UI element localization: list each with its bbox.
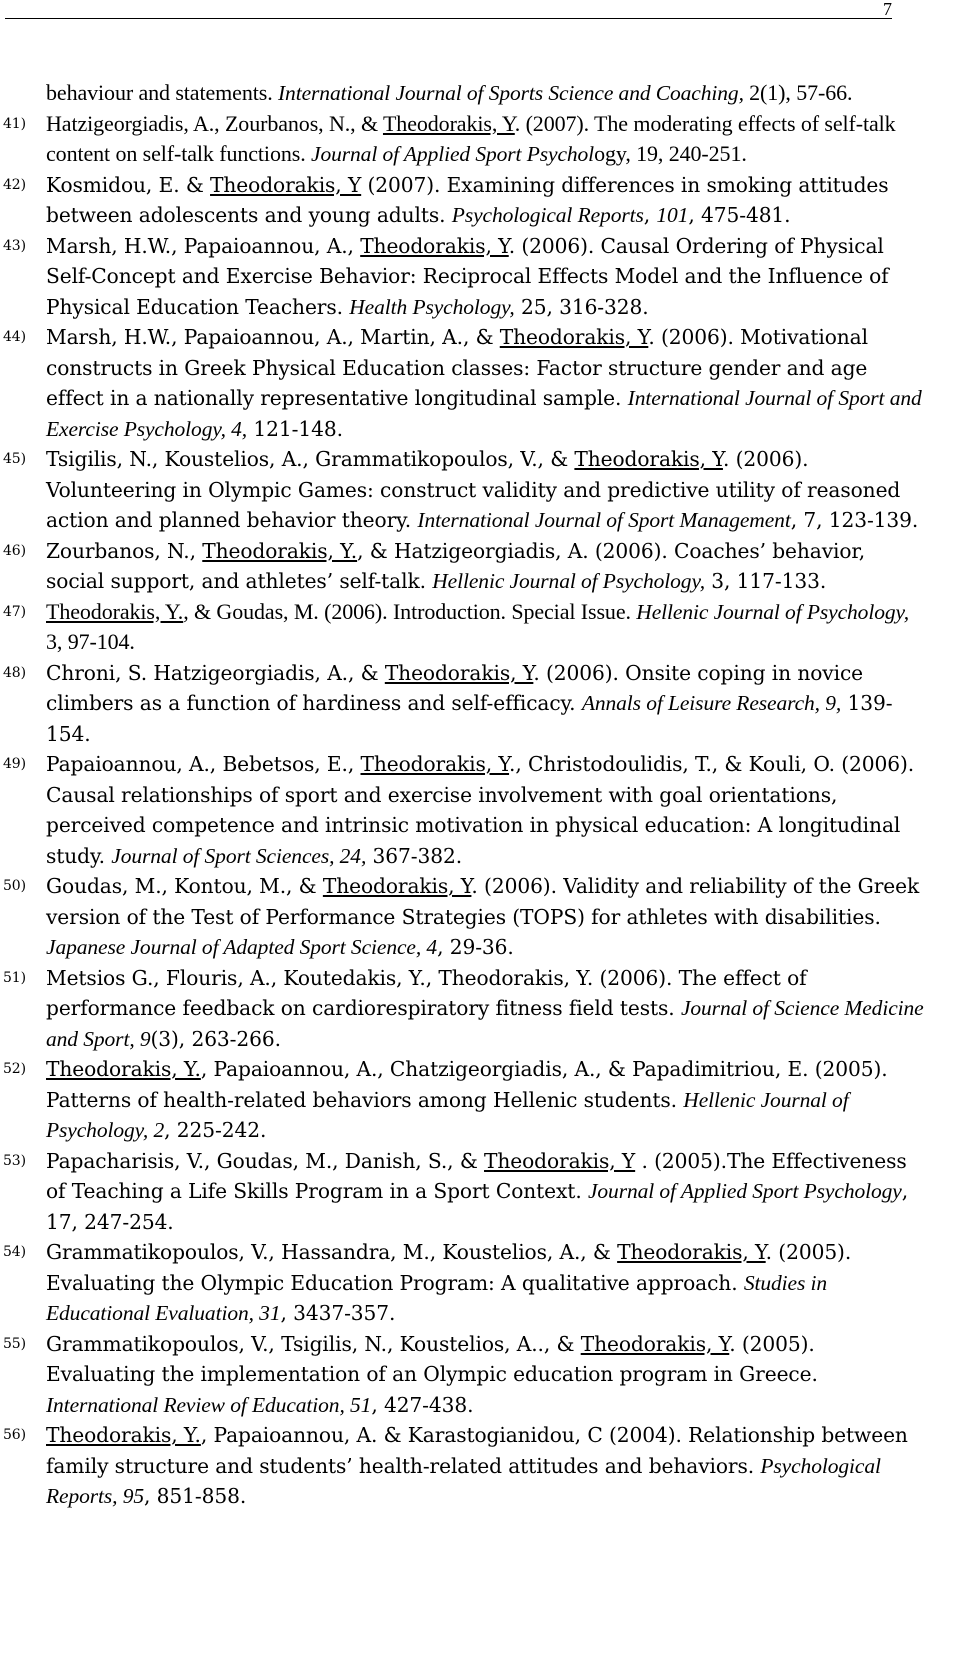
reference-text: Theodorakis, Y xyxy=(322,874,472,898)
reference-text: behaviour and statements. xyxy=(46,80,278,105)
reference-text: 3, 97-104. xyxy=(46,629,135,654)
reference-text: Annals of Leisure Research, 9, xyxy=(581,691,842,715)
reference-text: Goudas, M., Kontou, M., & xyxy=(46,874,323,898)
reference-number: 47) xyxy=(3,603,26,620)
reference-text: (3), 263-266. xyxy=(150,1026,281,1051)
reference-text: Theodorakis, Y. xyxy=(46,1423,201,1447)
reference-text: , 3437-357. xyxy=(280,1301,396,1325)
reference-text: . (2006). Onsite coping in novice climbers as a function of hardiness and self-efficacy. xyxy=(46,660,864,715)
reference-text: Theodorakis, Y xyxy=(574,447,723,471)
reference-number: 49) xyxy=(3,756,26,772)
reference-text: , & Goudas, M. (2006). Introduction. Special Issue. xyxy=(183,598,637,624)
reference-text: , & Hatzigeorgiadis, A. (2006). Coaches’ behavior, social support, and athletes’ self-talk. xyxy=(46,538,866,593)
reference-text: Metsios G., Flouris, A., Koutedakis, Y., Theodorakis, Y. (2006). The effect of performance feedback on cardiorespiratory fitness field tests. xyxy=(46,965,807,1020)
reference-text: Papacharisis, V., Goudas, M., Danish, S., & xyxy=(46,1148,485,1173)
reference-text: International Journal of Sport Management xyxy=(417,508,791,532)
reference-text: , 29-36. xyxy=(437,935,514,959)
reference-entry xyxy=(0,1237,926,1329)
reference-entry xyxy=(0,871,926,963)
reference-text: 3, 117-133. xyxy=(704,569,827,593)
page-number: 7 xyxy=(883,0,892,19)
reference-number: 54) xyxy=(3,1244,26,1260)
reference-entry xyxy=(0,1054,926,1146)
reference-text: Studies in Educational Evaluation, 31 xyxy=(46,1270,828,1325)
reference-text: . (2006). Volunteering in Olympic Games: construct validity and predictive utility of reasoned action and planned behavior theory. xyxy=(46,447,901,532)
reference-text: Theodorakis, Y. xyxy=(46,598,184,624)
reference-text: ., Christodoulidis, T., & Kouli, O. (2006). Causal relationships of sport and exercise involvement with goal orientations, perceived competence and intrinsic motivation in physical education: A longitudinal study. xyxy=(46,752,915,868)
reference-text: Psychological Reports xyxy=(451,203,644,227)
reference-number: 42) xyxy=(3,176,26,193)
reference-text: Journal of Applied Sport Psychology xyxy=(587,1179,902,1203)
reference-text: Marsh, H.W., Papaioannou, A., xyxy=(46,233,361,258)
reference-text: Theodorakis, Y xyxy=(382,110,515,136)
reference-entry xyxy=(0,170,926,231)
reference-text: Marsh, H.W., Papaioannou, A., Martin, A., & xyxy=(46,325,500,349)
reference-text: Hatzigeorgiadis, A., Zourbanos, N., & xyxy=(46,110,383,136)
reference-text: , 17, 247-254. xyxy=(46,1179,909,1234)
reference-text: , 851-858. xyxy=(144,1484,247,1508)
reference-text: . (2005).The Effectiveness of Teaching a Life Skills Program in a Sport Context. xyxy=(46,1148,907,1203)
reference-text: Kosmidou, E. & xyxy=(46,172,211,197)
reference-text: Hellenic Journal of Psychology, xyxy=(636,599,910,624)
reference-entry xyxy=(0,231,926,323)
reference-number: 46) xyxy=(3,542,26,559)
reference-text: . (2006). Causal Ordering of Physical Self-Concept and Exercise Behavior: Reciprocal Effects Model and the Influence of Physical Education Teachers. xyxy=(46,233,889,319)
reference-text: , 225-242. xyxy=(164,1118,267,1142)
reference-text: Theodorakis, Y xyxy=(580,1331,730,1356)
reference-text: Theodorakis, Y xyxy=(210,172,362,197)
reference-number: 53) xyxy=(3,1152,26,1169)
reference-text: Theodorakis, Y xyxy=(484,1148,636,1173)
reference-text: . (2005). Evaluating the Olympic Education Program: A qualitative approach. xyxy=(46,1240,852,1295)
reference-text: 2(1), 57-66. xyxy=(749,80,853,105)
reference-text: Psychological Reports, 95 xyxy=(46,1453,881,1508)
reference-entry xyxy=(0,536,926,597)
reference-text: Theodorakis, Y. xyxy=(46,1057,201,1081)
reference-text: Chroni, S. Hatzigeorgiadis, A., & xyxy=(46,660,385,685)
reference-number: 56) xyxy=(3,1427,26,1443)
reference-text: 367-382. xyxy=(366,843,463,868)
reference-text: 121-148. xyxy=(247,416,343,441)
reference-entry xyxy=(0,78,926,109)
header-rule xyxy=(5,18,892,19)
reference-text: . (2006). Motivational constructs in Greek Physical Education classes: Factor structure gender and age effect in a nationally representative longitudinal sample. xyxy=(46,325,868,410)
reference-number: 41) xyxy=(3,115,26,132)
reference-entry xyxy=(0,444,926,536)
reference-text: Journal of Applied Sport Psychol xyxy=(311,142,595,166)
reference-text: , Papaioannou, A. & Karastogianidou, C (2004). Relationship between family structure and students’ health-related attitudes and behaviors. xyxy=(46,1423,908,1478)
reference-number: 51) xyxy=(3,969,26,986)
reference-text: Zourbanos, N., xyxy=(46,538,203,563)
reference-entry xyxy=(0,749,926,871)
reference-text: Tsigilis, N., Koustelios, A., Grammatikopoulos, V., & xyxy=(46,447,575,471)
reference-text: . (2007). The moderating effects of self-talk content on self-talk functions. xyxy=(46,110,896,166)
reference-text: Grammatikopoulos, V., Hassandra, M., Koustelios, A., & xyxy=(46,1240,618,1264)
reference-text: Theodorakis, Y xyxy=(499,325,649,349)
reference-text: 139-154. xyxy=(46,691,893,746)
reference-entry xyxy=(0,322,926,444)
reference-entry xyxy=(0,658,926,750)
reference-text: ogy, 19, 240-251. xyxy=(594,141,747,166)
reference-text: Theodorakis, Y xyxy=(360,752,510,776)
reference-text: Journal of Science Medicine and Sport, 9 xyxy=(46,996,924,1051)
reference-text: Journal of Sport Sciences, 24, xyxy=(111,843,367,868)
reference-text: (2007). Examining differences in smoking attitudes between adolescents and young adults. xyxy=(46,172,889,227)
reference-number: 50) xyxy=(3,878,26,894)
reference-entry xyxy=(0,597,926,658)
reference-text: Japanese Journal of Adapted Sport Science, 4 xyxy=(46,935,438,959)
reference-text: Theodorakis, Y xyxy=(360,233,509,258)
reference-entry xyxy=(0,1329,926,1421)
reference-text: , 427-438. xyxy=(371,1392,474,1417)
reference-text: Health Psychology, xyxy=(349,294,515,319)
reference-number: 44) xyxy=(3,329,26,345)
reference-entry xyxy=(0,109,926,170)
reference-list xyxy=(0,78,960,1512)
reference-text: 25, 316-328. xyxy=(514,294,649,319)
reference-text: . (2005). Evaluating the implementation of an Olympic education program in Greece. xyxy=(46,1331,818,1386)
reference-text: Hellenic Journal of Psychology, xyxy=(432,569,705,593)
reference-text: , xyxy=(643,203,657,227)
reference-text: Papaioannou, A., Bebetsos, E., xyxy=(46,752,361,776)
reference-number: 48) xyxy=(3,664,26,681)
reference-text: International Journal of Sports Science and Coaching, xyxy=(278,81,750,105)
reference-text: Theodorakis, Y. xyxy=(202,538,358,563)
reference-text: Theodorakis, Y xyxy=(617,1240,766,1264)
reference-text: International Journal of Sport and Exercise Psychology, 4, xyxy=(46,386,922,441)
reference-text: Hellenic Journal of Psychology, 2 xyxy=(46,1087,849,1142)
reference-text: Theodorakis, Y xyxy=(384,660,534,685)
reference-text: , Papaioannou, A., Chatzigeorgiadis, A., & Papadimitriou, E. (2005). Patterns of health-related behaviors among Hellenic students. xyxy=(46,1057,888,1112)
reference-entry xyxy=(0,963,926,1055)
reference-text: 101 xyxy=(656,203,689,227)
reference-text: International Review of Education, 51 xyxy=(46,1392,372,1417)
reference-text: . (2006). Validity and reliability of the Greek version of the Test of Performance Strategies (TOPS) for athletes with disabilities. xyxy=(46,874,920,929)
reference-number: 52) xyxy=(3,1061,26,1077)
reference-entry xyxy=(0,1420,926,1512)
reference-text: , 475-481. xyxy=(688,203,791,227)
reference-text: Grammatikopoulos, V., Tsigilis, N., Koustelios, A.., & xyxy=(46,1331,581,1356)
reference-number: 43) xyxy=(3,237,26,254)
reference-text: , 7, 123-139. xyxy=(790,508,919,532)
reference-entry xyxy=(0,1146,926,1238)
reference-number: 55) xyxy=(3,1335,26,1352)
reference-number: 45) xyxy=(3,451,26,467)
